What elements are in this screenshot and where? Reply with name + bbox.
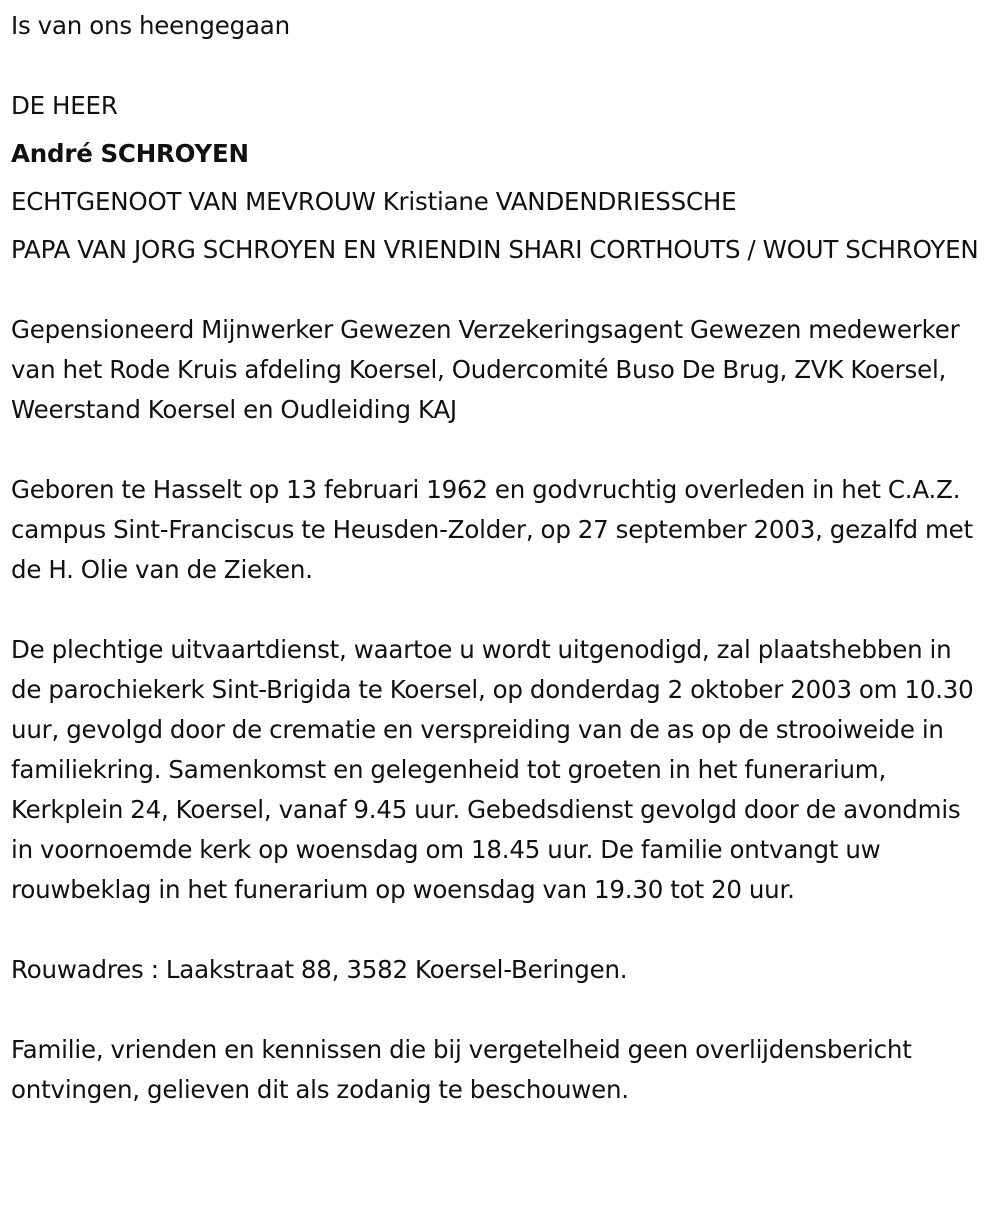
spouse-line: ECHTGENOOT VAN MEVROUW Kristiane VANDENDRIESSCHE	[11, 187, 737, 216]
honorific-title: DE HEER	[11, 91, 118, 120]
birth-death-paragraph: Geboren te Hasselt op 13 februari 1962 en godvruchtig overleden in het C.A.Z. campus Sint-Franciscus te Heusden-Zolder, op 27 september 2003, gezalfd met de H. Olie van de Zieken.	[11, 475, 973, 584]
occupation-paragraph: Gepensioneerd Mijnwerker Gewezen Verzekeringsagent Gewezen medewerker van het Rode Kruis afdeling Koersel, Oudercomité Buso De Brug, ZVK Koersel, Weerstand Koersel en Oudleiding KAJ	[11, 315, 960, 424]
children-line: PAPA VAN JORG SCHROYEN EN VRIENDIN SHARI CORTHOUTS / WOUT SCHROYEN	[11, 235, 979, 264]
intro-text: Is van ons heengegaan	[11, 11, 290, 40]
deceased-name: André SCHROYEN	[11, 139, 249, 168]
closing-paragraph: Familie, vrienden en kennissen die bij vergetelheid geen overlijdensbericht ontvingen, gelieven dit als zodanig te beschouwen.	[11, 1035, 912, 1104]
funeral-paragraph: De plechtige uitvaartdienst, waartoe u wordt uitgenodigd, zal plaatshebben in de parochiekerk Sint-Brigida te Koersel, op donderdag 2 oktober 2003 om 10.30 uur, gevolgd door de crematie en verspreiding van de as op de strooiweide in familiekring. Samenkomst en gelegenheid tot groeten in het funerarium, Kerkplein 24, Koersel, vanaf 9.45 uur. Gebedsdienst gevolgd door de avondmis in voornoemde kerk op woensdag om 18.45 uur. De familie ontvangt uw rouwbeklag in het funerarium op woensdag van 19.30 tot 20 uur.	[11, 635, 974, 904]
address-paragraph: Rouwadres : Laakstraat 88, 3582 Koersel-Beringen.	[11, 955, 628, 984]
